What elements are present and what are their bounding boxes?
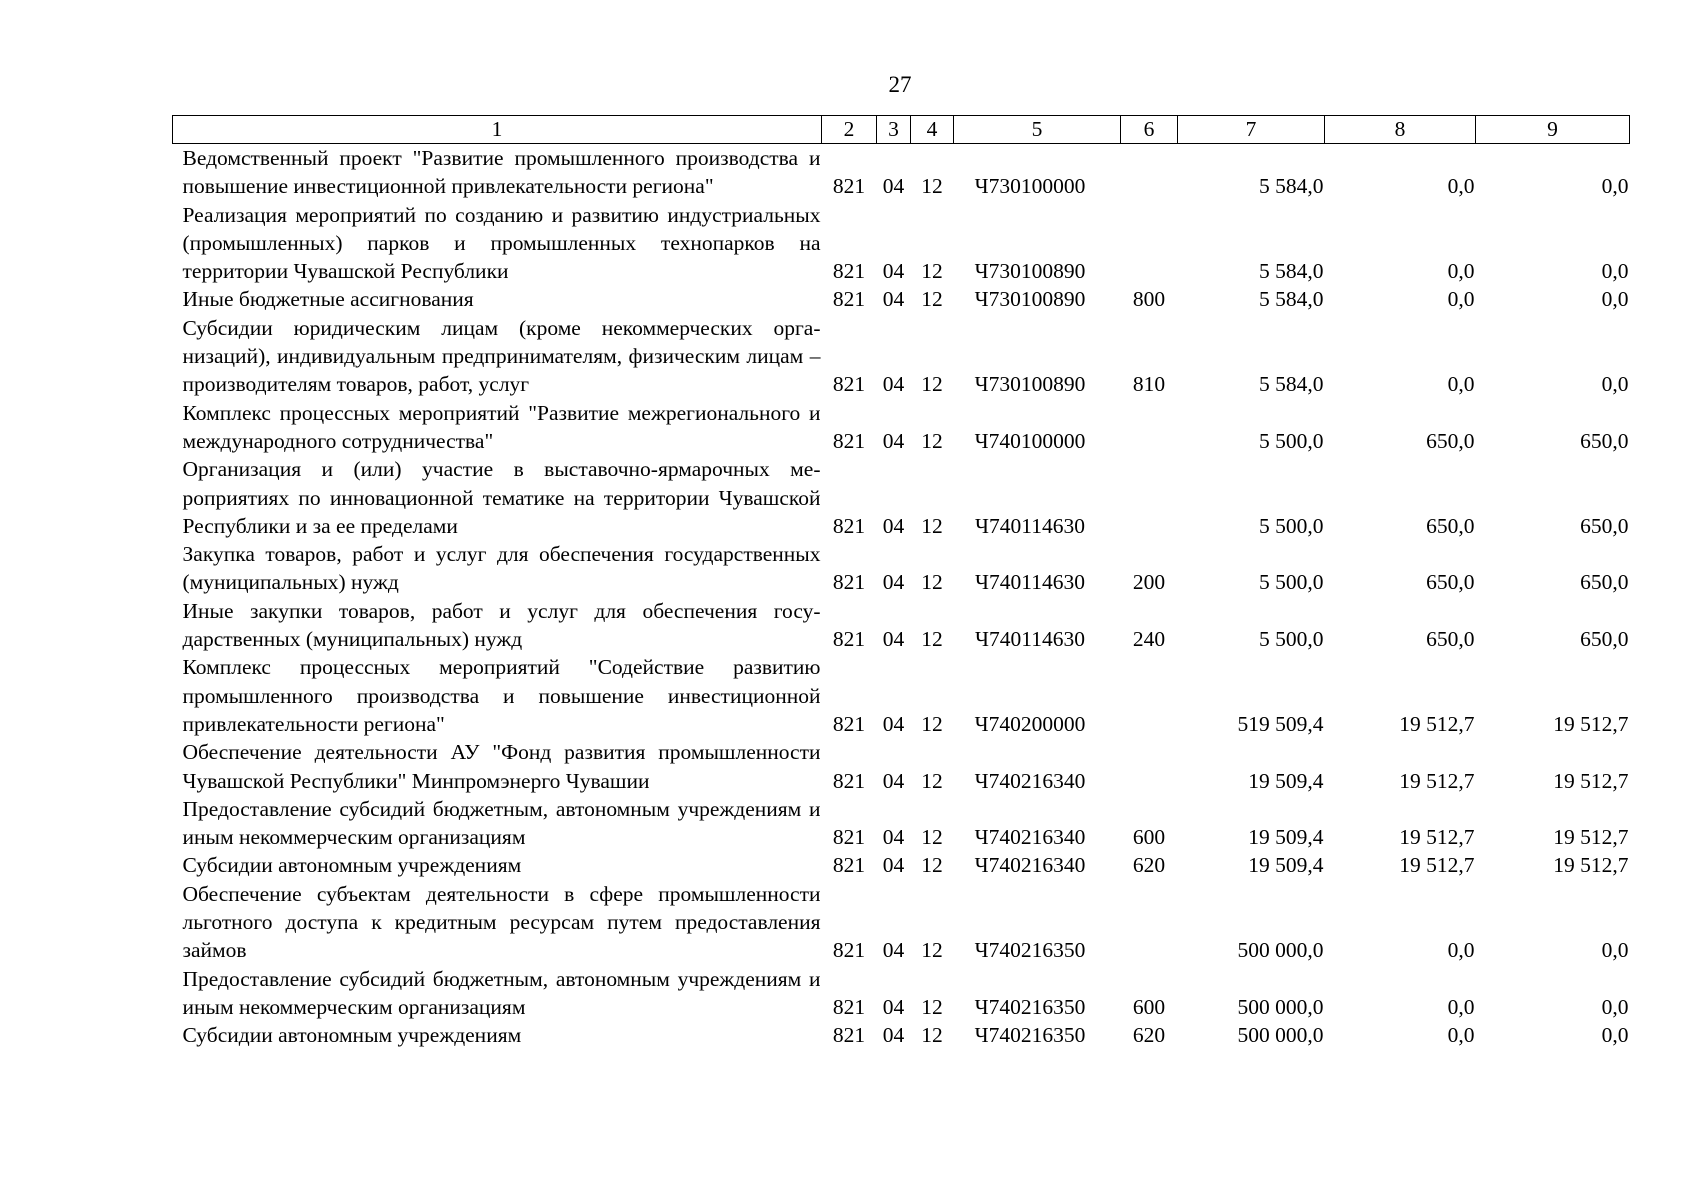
cell-section: 04 [882, 570, 905, 595]
row-name: Комплекс процессных мероприятий "Развитие межрегионального и международного сотрудничества" [182, 400, 821, 453]
table-row [173, 201, 1630, 286]
cell-amount-col9: 19 512,7 [1553, 825, 1629, 850]
cell-subsection: 12 [921, 938, 943, 963]
cell-amount-col9: 0,0 [1601, 287, 1629, 312]
cell-subsection: 12 [921, 768, 943, 793]
cell-amount-col7: 5 584,0 [1259, 287, 1324, 312]
cell-target-article: Ч740216350 [974, 994, 1086, 1019]
table-row [173, 795, 1630, 852]
cell-admin-code: 821 [832, 287, 866, 312]
cell-target-article: Ч740100000 [974, 428, 1086, 453]
table-header [173, 116, 1630, 144]
cell-amount-col9: 650,0 [1580, 627, 1629, 652]
row-name: Субсидии автономным учреждениям [182, 853, 522, 878]
cell-expense-type: 600 [1132, 994, 1166, 1019]
cell-target-article: Ч740216340 [974, 825, 1086, 850]
cell-admin-code: 821 [832, 938, 866, 963]
cell-admin-code: 821 [832, 513, 866, 538]
cell-target-article: Ч730100890 [974, 372, 1086, 397]
cell-amount-col9: 0,0 [1601, 259, 1629, 284]
cell-admin-code: 821 [832, 627, 866, 652]
cell-target-article: Ч740114630 [975, 513, 1085, 538]
cell-target-article: Ч740200000 [974, 711, 1086, 736]
cell-expense-type: 800 [1132, 287, 1166, 312]
cell-admin-code: 821 [832, 994, 866, 1019]
cell-admin-code: 821 [832, 428, 866, 453]
cell-amount-col9: 0,0 [1601, 1023, 1629, 1048]
cell-amount-col7: 5 500,0 [1259, 513, 1324, 538]
table-row [173, 1021, 1630, 1049]
row-name: Субсидии юридическим лицам (кроме некоммерческих организаций), индивидуальным предпринимателям, физическим лицам – производителям товаров, работ, услуг [182, 315, 821, 397]
row-name: Ведомственный проект "Развитие промышленного производства и повышение инвестиционной привлекательности региона" [182, 146, 821, 199]
cell-expense-type [1121, 880, 1178, 965]
cell-section: 04 [882, 287, 905, 312]
table-row [173, 144, 1630, 201]
row-name: Предоставление субсидий бюджетным, автономным учреждениям и иным некоммерческим организациям [182, 796, 821, 850]
cell-amount-col8: 650,0 [1426, 428, 1475, 453]
cell-expense-type [1121, 399, 1178, 456]
table-row [173, 285, 1630, 313]
cell-amount-col7: 5 500,0 [1259, 570, 1324, 595]
cell-section: 04 [882, 1023, 905, 1048]
cell-section: 04 [882, 711, 905, 736]
cell-admin-code: 821 [832, 768, 866, 793]
cell-amount-col8: 0,0 [1447, 994, 1475, 1019]
cell-subsection: 12 [921, 287, 943, 312]
cell-section: 04 [882, 174, 905, 199]
column-header-7: 7 [1178, 116, 1325, 144]
cell-amount-col8: 19 512,7 [1399, 768, 1475, 793]
cell-section: 04 [882, 428, 905, 453]
cell-amount-col7: 19 509,4 [1248, 853, 1324, 878]
cell-amount-col8: 0,0 [1447, 287, 1475, 312]
cell-admin-code: 821 [832, 174, 866, 199]
cell-amount-col8: 19 512,7 [1399, 825, 1475, 850]
cell-section: 04 [882, 627, 905, 652]
cell-amount-col8: 650,0 [1426, 513, 1475, 538]
cell-amount-col8: 0,0 [1447, 372, 1475, 397]
column-header-4: 4 [911, 116, 954, 144]
cell-target-article: Ч730100890 [974, 259, 1086, 284]
table-row [173, 738, 1630, 795]
row-name: Иные бюджетные ассигнования [182, 287, 474, 312]
cell-amount-col7: 500 000,0 [1237, 938, 1324, 963]
cell-section: 04 [882, 825, 905, 850]
cell-amount-col7: 500 000,0 [1237, 1023, 1324, 1048]
cell-amount-col8: 19 512,7 [1399, 711, 1475, 736]
row-name: Реализация мероприятий по созданию и развитию индустриальных (промышленных) парков и промышленных технопарков на территории Чувашской Республики [182, 202, 821, 284]
cell-subsection: 12 [921, 513, 943, 538]
cell-section: 04 [882, 259, 905, 284]
cell-target-article: Ч740216340 [974, 853, 1086, 878]
cell-amount-col8: 19 512,7 [1399, 853, 1475, 878]
cell-amount-col7: 19 509,4 [1248, 768, 1324, 793]
cell-section: 04 [882, 513, 905, 538]
row-name: Предоставление субсидий бюджетным, автономным учреждениям и иным некоммерческим организациям [182, 966, 821, 1019]
cell-amount-col7: 5 584,0 [1259, 174, 1324, 199]
cell-amount-col8: 650,0 [1426, 570, 1475, 595]
cell-expense-type [1121, 201, 1178, 286]
cell-amount-col9: 19 512,7 [1553, 711, 1629, 736]
row-name: Закупка товаров, работ и услуг для обеспечения государственных (муниципальных) нужд [182, 542, 821, 595]
row-name: Обеспечение деятельности АУ "Фонд развития промышленности Чувашской Республики" Минпромэнерго Чувашии [182, 740, 821, 793]
row-name: Организация и (или) участие в выставочно-ярмарочных мероприятиях по инновационной тематике на территории Чувашской Республики и за ее пределами [182, 457, 821, 538]
column-number-row [173, 116, 1630, 144]
cell-admin-code: 821 [832, 570, 866, 595]
column-header-6: 6 [1121, 116, 1178, 144]
column-header-9: 9 [1476, 116, 1630, 144]
cell-expense-type: 620 [1132, 1023, 1166, 1048]
cell-expense-type: 810 [1132, 372, 1166, 397]
cell-amount-col7: 500 000,0 [1237, 994, 1324, 1019]
cell-amount-col9: 19 512,7 [1553, 768, 1629, 793]
cell-target-article: Ч740216350 [974, 1023, 1086, 1048]
cell-admin-code: 821 [832, 259, 866, 284]
cell-target-article: Ч740114630 [975, 570, 1085, 595]
cell-expense-type [1121, 738, 1178, 795]
cell-expense-type [1121, 653, 1178, 738]
cell-section: 04 [882, 853, 905, 878]
cell-expense-type: 240 [1132, 627, 1166, 652]
cell-amount-col9: 650,0 [1580, 513, 1629, 538]
column-header-1: 1 [173, 116, 822, 144]
cell-amount-col7: 19 509,4 [1248, 825, 1324, 850]
cell-expense-type [1121, 144, 1178, 201]
table-row [173, 851, 1630, 879]
column-header-3: 3 [877, 116, 911, 144]
cell-amount-col7: 5 584,0 [1259, 372, 1324, 397]
table-row [173, 653, 1630, 738]
cell-amount-col9: 0,0 [1601, 372, 1629, 397]
cell-amount-col8: 0,0 [1447, 938, 1475, 963]
cell-amount-col9: 0,0 [1601, 994, 1629, 1019]
cell-subsection: 12 [921, 570, 943, 595]
table-row [173, 314, 1630, 399]
table-row [173, 399, 1630, 456]
cell-amount-col8: 0,0 [1447, 259, 1475, 284]
cell-subsection: 12 [921, 1023, 943, 1048]
cell-expense-type: 620 [1132, 853, 1166, 878]
cell-expense-type: 600 [1132, 825, 1166, 850]
cell-amount-col7: 519 509,4 [1237, 711, 1324, 736]
cell-target-article: Ч730100000 [974, 174, 1086, 199]
cell-subsection: 12 [921, 174, 943, 199]
cell-section: 04 [882, 994, 905, 1019]
cell-amount-col8: 650,0 [1426, 627, 1475, 652]
cell-section: 04 [882, 372, 905, 397]
budget-table [172, 115, 1630, 1050]
cell-admin-code: 821 [832, 825, 866, 850]
cell-admin-code: 821 [832, 853, 866, 878]
cell-target-article: Ч740216350 [974, 938, 1086, 963]
cell-amount-col8: 0,0 [1447, 174, 1475, 199]
cell-expense-type: 200 [1132, 570, 1166, 595]
column-header-2: 2 [822, 116, 877, 144]
column-header-5: 5 [954, 116, 1121, 144]
cell-amount-col9: 650,0 [1580, 570, 1629, 595]
cell-amount-col7: 5 500,0 [1259, 627, 1324, 652]
table-row [173, 540, 1630, 597]
row-name: Иные закупки товаров, работ и услуг для обеспечения государственных (муниципальных) нужд [182, 598, 821, 652]
cell-subsection: 12 [921, 627, 943, 652]
cell-target-article: Ч740114630 [975, 627, 1085, 652]
cell-section: 04 [882, 938, 905, 963]
cell-subsection: 12 [921, 853, 943, 878]
column-header-8: 8 [1325, 116, 1476, 144]
cell-subsection: 12 [921, 825, 943, 850]
cell-amount-col9: 0,0 [1601, 938, 1629, 963]
row-name: Комплекс процессных мероприятий "Содействие развитию промышленного производства и повышение инвестиционной привлекательности региона" [182, 655, 821, 736]
cell-subsection: 12 [921, 711, 943, 736]
cell-subsection: 12 [921, 994, 943, 1019]
table-row [173, 880, 1630, 965]
table-body [173, 144, 1630, 1050]
cell-admin-code: 821 [832, 372, 866, 397]
row-name: Обеспечение субъектам деятельности в сфере промышленности льготного доступа к кредитным ресурсам путем предоставления займов [182, 881, 821, 963]
cell-target-article: Ч740216340 [974, 768, 1086, 793]
cell-expense-type [1121, 455, 1178, 540]
cell-target-article: Ч730100890 [974, 287, 1086, 312]
cell-admin-code: 821 [832, 1023, 866, 1048]
row-name: Субсидии автономным учреждениям [182, 1023, 522, 1048]
cell-amount-col8: 0,0 [1447, 1023, 1475, 1048]
cell-amount-col9: 650,0 [1580, 428, 1629, 453]
table-row [173, 965, 1630, 1022]
cell-section: 04 [882, 768, 905, 793]
cell-subsection: 12 [921, 372, 943, 397]
page-number: 27 [888, 72, 912, 97]
table-row [173, 455, 1630, 540]
cell-subsection: 12 [921, 259, 943, 284]
cell-admin-code: 821 [832, 711, 866, 736]
cell-amount-col9: 0,0 [1601, 174, 1629, 199]
cell-amount-col7: 5 500,0 [1259, 428, 1324, 453]
cell-amount-col9: 19 512,7 [1553, 853, 1629, 878]
table-row [173, 597, 1630, 654]
cell-subsection: 12 [921, 428, 943, 453]
cell-amount-col7: 5 584,0 [1259, 259, 1324, 284]
